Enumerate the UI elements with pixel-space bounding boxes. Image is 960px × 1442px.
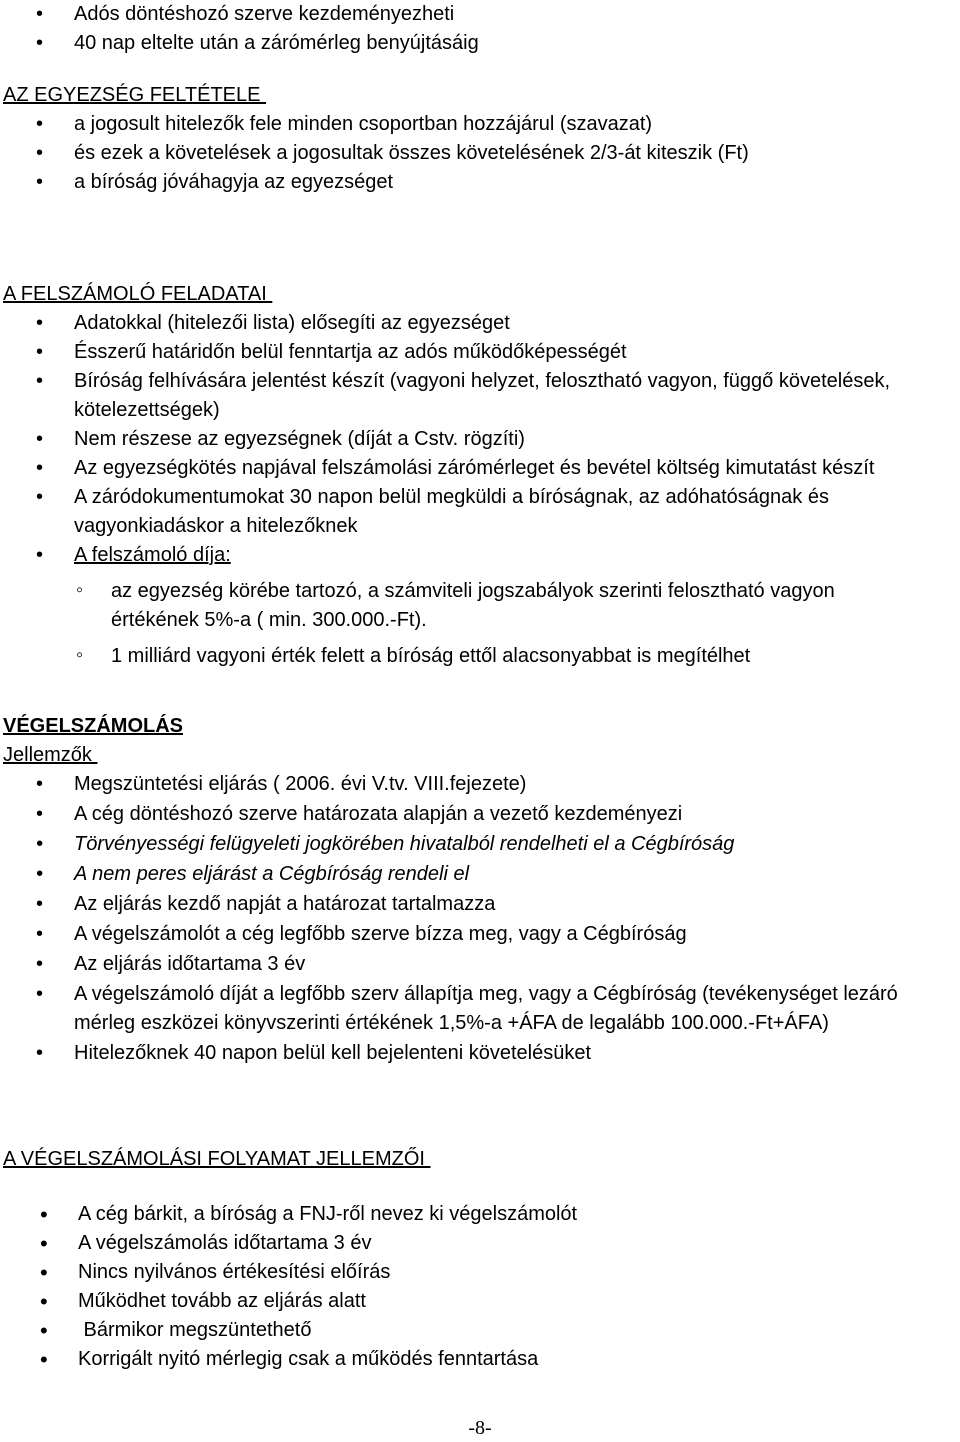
section-heading: A VÉGELSZÁMOLÁSI FOLYAMAT JELLEMZŐI [3, 1148, 431, 1170]
list-item: • A cég bárkit, a bíróság a FNJ-ről nevez ki végelszámolót [0, 1200, 960, 1229]
vegelszamolas-list [0, 770, 940, 1068]
list-item: • Bármikor megszüntethető [0, 1316, 960, 1345]
list-item [0, 541, 958, 671]
list-item: • a jogosult hitelezők fele minden csoportban hozzájárul (szavazat) [0, 110, 960, 139]
list-item: • Korrigált nyitó mérlegig csak a működés fenntartása [0, 1345, 960, 1374]
list-item: • Hitelezőknek 40 napon belül kell bejelenteni követelésüket [0, 1039, 940, 1068]
list-item: • A cég döntéshozó szerve határozata alapján a vezető kezdeményezi [0, 800, 940, 829]
list-item: • Működhet tovább az eljárás alatt [0, 1287, 960, 1316]
egyezseg-section [0, 81, 960, 197]
page-number: -8- [468, 1417, 492, 1439]
list-item: • és ezek a követelések a jogosultak összes követelésének 2/3-át kiteszik (Ft) [0, 139, 960, 168]
list-item: • Az eljárás kezdő napját a határozat tartalmazza [0, 890, 940, 919]
felszamolo-list [0, 309, 958, 671]
sub-list-item: ◦ az egyezség körébe tartozó, a számviteli jogszabályok szerinti felosztható vagyon értékének 5%-a ( min. 300.000.-Ft). [0, 577, 958, 635]
list-item: • Az eljárás időtartama 3 év [0, 950, 940, 979]
list-item: • Adós döntéshozó szerve kezdeményezheti [0, 0, 960, 29]
dij-label: A felszámoló díja: [74, 544, 231, 566]
list-item: • A végelszámoló díját a legfőbb szerv állapítja meg, vagy a Cégbíróság (tevékenységet lezáró mérleg eszközei könyvszerinti értékének 1,5%-a +ÁFA de legalább 100.000.-Ft+ÁFA) [0, 980, 940, 1038]
felszamolo-section [0, 280, 960, 671]
folyamat-section [0, 1145, 960, 1374]
subheading: Jellemzők [3, 744, 98, 766]
list-item: • Az egyezségkötés napjával felszámolási zárómérleget és bevétel költség kimutatást készít [0, 454, 958, 483]
list-item: • Adatokkal (hitelezői lista) elősegíti az egyezséget [0, 309, 958, 338]
list-item: • Bíróság felhívására jelentést készít (vagyoni helyzet, felosztható vagyon, függő követelések, kötelezettségek) [0, 367, 958, 425]
list-item: • Nincs nyilvános értékesítési előírás [0, 1258, 960, 1287]
list-item: • A végelszámolás időtartama 3 év [0, 1229, 960, 1258]
list-item: • Nem részese az egyezségnek (díját a Cstv. rögzíti) [0, 425, 958, 454]
list-item: • Törvényességi felügyeleti jogkörében hivatalból rendelheti el a Cégbíróság [0, 830, 940, 859]
egyezseg-list [0, 110, 960, 197]
sub-list-item: ◦ 1 milliárd vagyoni érték felett a bíróság ettől alacsonyabbat is megítélhet [0, 642, 958, 671]
vegelszamolas-section [0, 712, 960, 1068]
list-item: • Ésszerű határidőn belül fenntartja az adós működőképességét [0, 338, 958, 367]
list-item: • 40 nap eltelte után a zárómérleg benyújtásáig [0, 29, 960, 58]
list-item: • A végelszámolót a cég legfőbb szerve bízza meg, vagy a Cégbíróság [0, 920, 940, 949]
section-heading: AZ EGYEZSÉG FELTÉTELE [3, 84, 267, 106]
top-list [0, 0, 960, 58]
section-heading: A FELSZÁMOLÓ FELADATAI [3, 283, 273, 305]
list-item: • A nem peres eljárást a Cégbíróság rendeli el [0, 860, 940, 889]
list-item: • a bíróság jóváhagyja az egyezséget [0, 168, 960, 197]
list-item: • Megszüntetési eljárás ( 2006. évi V.tv. VIII.fejezete) [0, 770, 940, 799]
dij-sublist [74, 570, 958, 671]
list-item: • A záródokumentumokat 30 napon belül megküldi a bíróságnak, az adóhatóságnak és vagyonkiadáskor a hitelezőknek [0, 483, 958, 541]
section-heading: VÉGELSZÁMOLÁS [3, 715, 184, 737]
folyamat-list [0, 1200, 960, 1374]
